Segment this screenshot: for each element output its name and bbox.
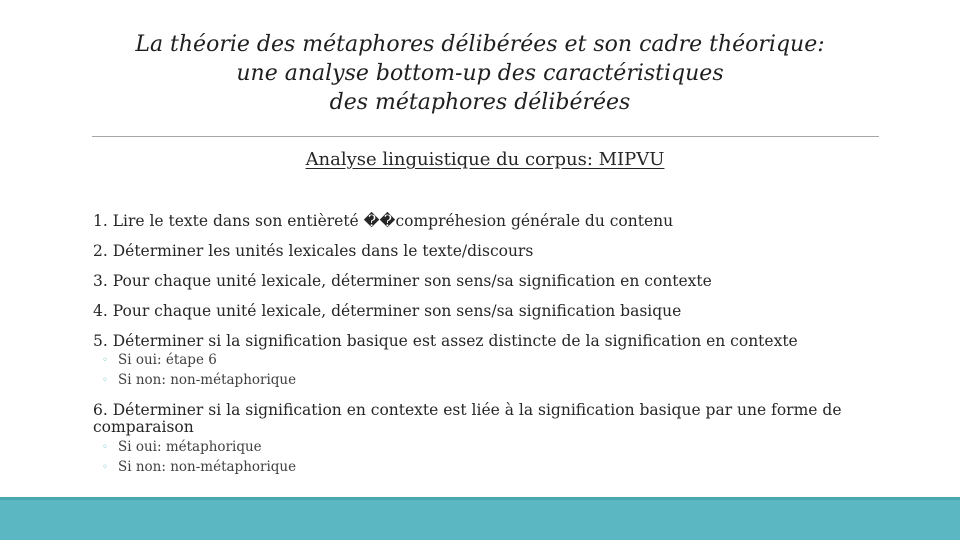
step-5-subitem-1 [102, 351, 217, 370]
footer-bar [0, 497, 960, 540]
footer-bar-edge [0, 497, 960, 500]
slide-title [60, 30, 900, 117]
circle-bullet-icon: ◦ [102, 462, 108, 473]
step-6-subitem-1 [102, 438, 262, 457]
step-2: 2. Déterminer les unités lexicales dans le texte/discours [93, 242, 534, 260]
step-6: 6. Déterminer si la signification en contexte est liée à la signification basique par une forme de comparaison [93, 401, 842, 436]
section-subtitle: Analyse linguistique du corpus: MIPVU [305, 149, 665, 170]
circle-bullet-icon: ◦ [102, 355, 108, 366]
circle-bullet-icon: ◦ [102, 375, 108, 386]
step-6-subitem-2 [102, 458, 296, 477]
subitem-text: Si non: non-métaphorique [118, 459, 297, 475]
step-5-subitem-2 [102, 371, 296, 390]
step-3: 3. Pour chaque unité lexicale, déterminer son sens/sa signification en contexte [93, 272, 712, 290]
step-4: 4. Pour chaque unité lexicale, déterminer son sens/sa signification basique [93, 302, 682, 320]
title-divider [92, 136, 879, 137]
circle-bullet-icon: ◦ [102, 442, 108, 453]
title-line-3: des métaphores délibérées [329, 90, 631, 115]
subitem-text: Si oui: métaphorique [118, 439, 262, 455]
subitem-text: Si oui: étape 6 [118, 352, 217, 368]
title-line-2: une analyse bottom-up des caractéristiques [236, 61, 724, 86]
subitem-text: Si non: non-métaphorique [118, 372, 297, 388]
step-1: 1. Lire le texte dans son entièreté ��compréhesion générale du contenu [93, 212, 674, 230]
step-5: 5. Déterminer si la signification basique est assez distincte de la signification en contexte [93, 332, 798, 350]
title-line-1: La théorie des métaphores délibérées et son cadre théorique: [135, 32, 825, 57]
